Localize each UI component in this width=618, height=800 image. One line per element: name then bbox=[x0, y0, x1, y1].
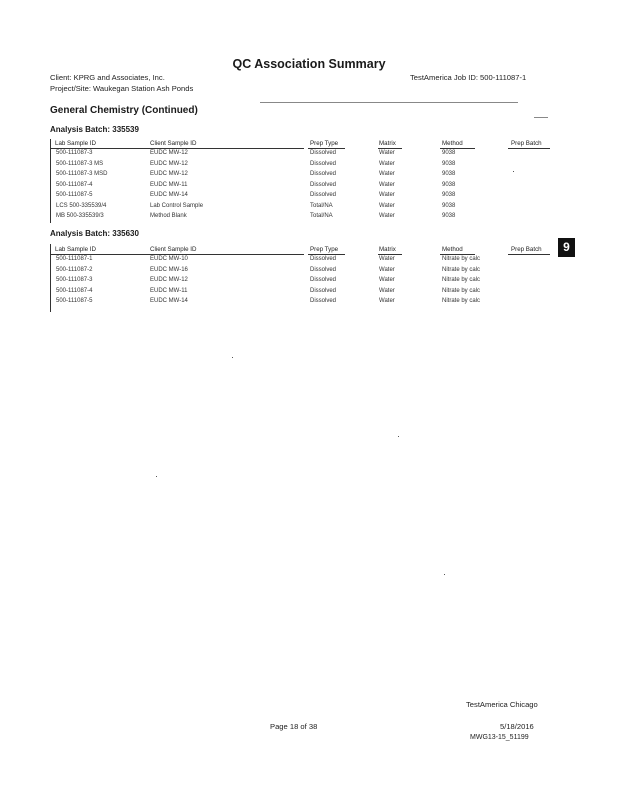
cell-method: 9038 bbox=[442, 182, 456, 188]
cell-client-sample-id: EUDC MW-14 bbox=[150, 298, 188, 304]
table-rule bbox=[508, 254, 550, 255]
cell-method: 9038 bbox=[442, 192, 456, 198]
cell-client-sample-id: EUDC MW-12 bbox=[150, 277, 188, 283]
cell-matrix: Water bbox=[379, 277, 395, 283]
cell-lab-sample-id: 500-111087-4 bbox=[56, 182, 93, 188]
cell-prep-type: Dissolved bbox=[310, 267, 337, 273]
cell-prep-type: Dissolved bbox=[310, 150, 337, 156]
cell-client-sample-id: EUDC MW-12 bbox=[150, 161, 188, 167]
table-rule bbox=[508, 148, 550, 149]
footer-date: 5/18/2016 bbox=[500, 722, 534, 731]
cell-lab-sample-id: 500-111087-3 bbox=[56, 277, 93, 283]
cell-lab-sample-id: MB 500-335539/3 bbox=[56, 213, 104, 219]
cell-method: Nitrate by calc bbox=[442, 267, 481, 273]
page-title: QC Association Summary bbox=[232, 57, 386, 71]
cell-lab-sample-id: 500-111087-2 bbox=[56, 267, 93, 273]
cell-matrix: Water bbox=[379, 203, 395, 209]
cell-method: 9038 bbox=[442, 171, 456, 177]
cell-lab-sample-id: 500-111087-3 MS bbox=[56, 161, 104, 167]
col-prep-type: Prep Type bbox=[310, 246, 339, 253]
table-rule bbox=[440, 148, 475, 149]
cell-lab-sample-id: 500-111087-4 bbox=[56, 288, 93, 294]
table-rule bbox=[50, 148, 304, 149]
col-lab-sample-id: Lab Sample ID bbox=[55, 246, 96, 253]
cell-matrix: Water bbox=[379, 171, 395, 177]
footer-page-number: Page 18 of 38 bbox=[270, 722, 318, 731]
project-site: Project/Site: Waukegan Station Ash Ponds bbox=[50, 84, 194, 93]
cell-prep-type: Total/NA bbox=[310, 203, 333, 209]
table-left-border bbox=[50, 244, 51, 312]
cell-matrix: Water bbox=[379, 161, 395, 167]
col-method: Method bbox=[442, 246, 463, 253]
col-method: Method bbox=[442, 140, 463, 147]
col-prep-batch: Prep Batch bbox=[511, 140, 542, 147]
cell-lab-sample-id: LCS 500-335539/4 bbox=[56, 203, 107, 209]
cell-client-sample-id: EUDC MW-16 bbox=[150, 267, 188, 273]
cell-method: Nitrate by calc bbox=[442, 288, 481, 294]
cell-lab-sample-id: 500-111087-3 bbox=[56, 150, 93, 156]
cell-client-sample-id: EUDC MW-12 bbox=[150, 171, 188, 177]
cell-client-sample-id: Method Blank bbox=[150, 213, 187, 219]
cell-prep-type: Dissolved bbox=[310, 161, 337, 167]
cell-lab-sample-id: 500-111087-1 bbox=[56, 256, 93, 262]
batch-label: Analysis Batch: 335539 bbox=[50, 125, 139, 134]
cell-lab-sample-id: 500-111087-5 bbox=[56, 192, 93, 198]
cell-client-sample-id: EUDC MW-11 bbox=[150, 288, 188, 294]
section-title: General Chemistry (Continued) bbox=[50, 105, 198, 116]
table-rule bbox=[308, 254, 345, 255]
cell-prep-type: Total/NA bbox=[310, 213, 333, 219]
cell-matrix: Water bbox=[379, 213, 395, 219]
cell-method: Nitrate by calc bbox=[442, 256, 481, 262]
col-lab-sample-id: Lab Sample ID bbox=[55, 140, 96, 147]
footer-lab-name: TestAmerica Chicago bbox=[466, 700, 538, 709]
cell-prep-type: Dissolved bbox=[310, 171, 337, 177]
cell-method: Nitrate by calc bbox=[442, 298, 481, 304]
table-rule bbox=[378, 148, 402, 149]
cell-method: Nitrate by calc bbox=[442, 277, 481, 283]
cell-matrix: Water bbox=[379, 288, 395, 294]
scan-speck bbox=[232, 357, 233, 358]
cell-method: 9038 bbox=[442, 150, 456, 156]
table-rule bbox=[50, 254, 304, 255]
client-name: Client: KPRG and Associates, Inc. bbox=[50, 73, 165, 82]
cell-client-sample-id: EUDC MW-14 bbox=[150, 192, 188, 198]
cell-prep-type: Dissolved bbox=[310, 288, 337, 294]
job-id: TestAmerica Job ID: 500-111087-1 bbox=[410, 73, 527, 82]
scan-speck bbox=[398, 436, 399, 437]
cell-method: 9038 bbox=[442, 213, 456, 219]
scan-speck bbox=[513, 171, 514, 172]
cell-matrix: Water bbox=[379, 267, 395, 273]
scan-speck bbox=[444, 574, 445, 575]
col-client-sample-id: Client Sample ID bbox=[150, 140, 197, 147]
col-prep-batch: Prep Batch bbox=[511, 246, 542, 253]
table-rule bbox=[378, 254, 402, 255]
cell-prep-type: Dissolved bbox=[310, 277, 337, 283]
cell-client-sample-id: EUDC MW-11 bbox=[150, 182, 188, 188]
col-prep-type: Prep Type bbox=[310, 140, 339, 147]
batch-label: Analysis Batch: 335630 bbox=[50, 229, 139, 238]
col-client-sample-id: Client Sample ID bbox=[150, 246, 197, 253]
cell-client-sample-id: EUDC MW-12 bbox=[150, 150, 188, 156]
cell-prep-type: Dissolved bbox=[310, 192, 337, 198]
scan-speck bbox=[156, 476, 157, 477]
col-matrix: Matrix bbox=[379, 246, 396, 253]
cell-lab-sample-id: 500-111087-5 bbox=[56, 298, 93, 304]
cell-matrix: Water bbox=[379, 150, 395, 156]
cell-client-sample-id: Lab Control Sample bbox=[150, 203, 204, 209]
cell-matrix: Water bbox=[379, 256, 395, 262]
section-tab-number: 9 bbox=[558, 238, 575, 257]
header-divider bbox=[260, 102, 518, 103]
cell-method: 9038 bbox=[442, 203, 456, 209]
cell-lab-sample-id: 500-111087-3 MSD bbox=[56, 171, 108, 177]
cell-prep-type: Dissolved bbox=[310, 182, 337, 188]
cell-matrix: Water bbox=[379, 192, 395, 198]
cell-matrix: Water bbox=[379, 298, 395, 304]
cell-prep-type: Dissolved bbox=[310, 298, 337, 304]
col-matrix: Matrix bbox=[379, 140, 396, 147]
cell-prep-type: Dissolved bbox=[310, 256, 337, 262]
table-rule bbox=[440, 254, 475, 255]
cell-method: 9038 bbox=[442, 161, 456, 167]
cell-client-sample-id: EUDC MW-10 bbox=[150, 256, 188, 262]
table-left-border bbox=[50, 139, 51, 223]
footer-doc-id: MWG13-15_51199 bbox=[470, 734, 529, 741]
cell-matrix: Water bbox=[379, 182, 395, 188]
header-divider-short bbox=[534, 117, 548, 118]
table-rule bbox=[308, 148, 345, 149]
